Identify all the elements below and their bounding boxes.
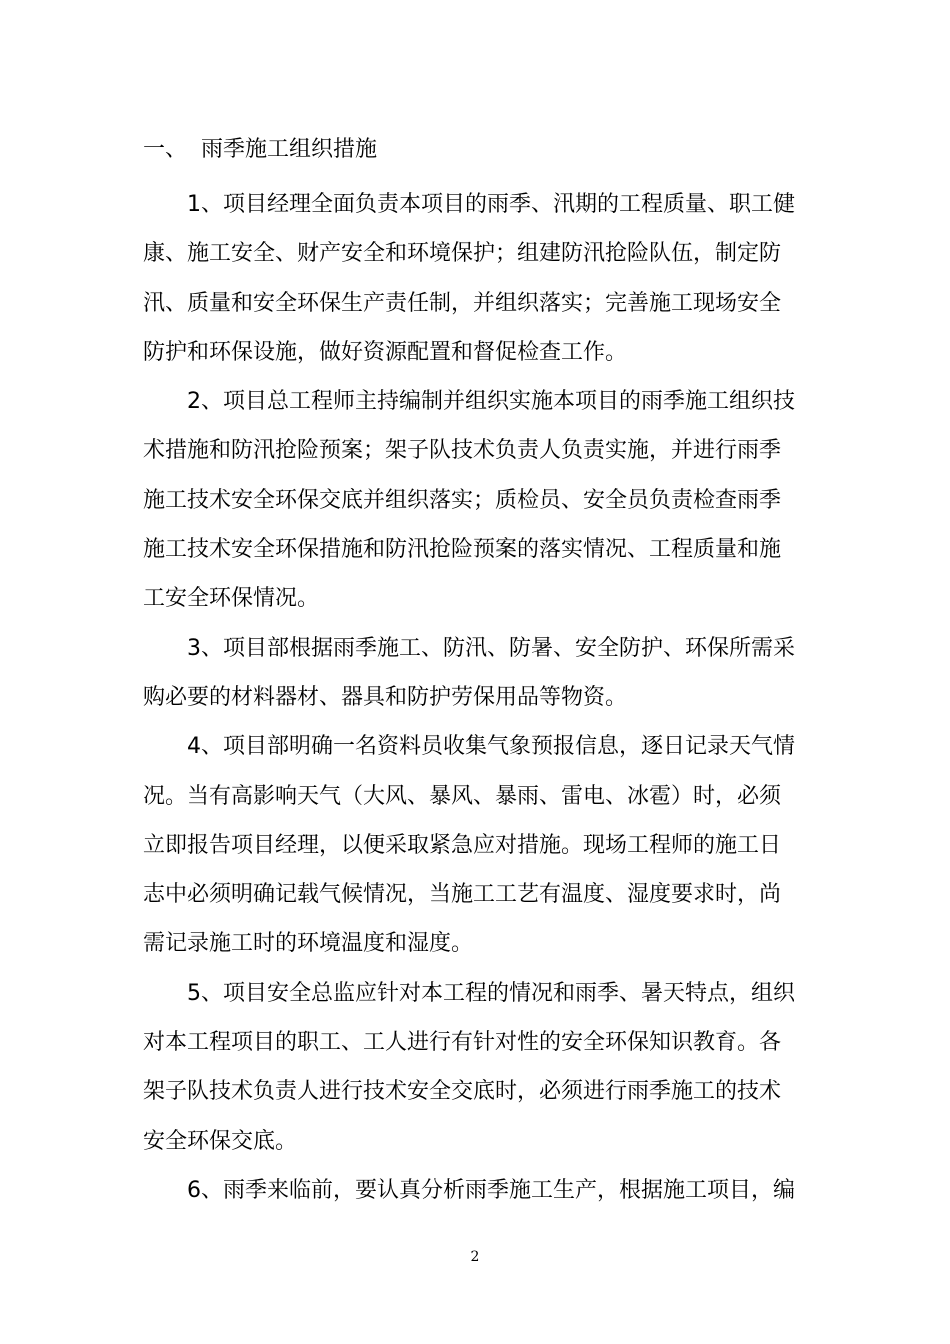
section-number: 一、 (143, 137, 188, 162)
text-line: 对本工程项目的职工、工人进行有针对性的安全环保知识教育。各 (143, 1030, 782, 1056)
paragraph-5 (143, 969, 813, 1166)
text-line: 安全环保交底。 (143, 1128, 298, 1154)
body-text (143, 180, 813, 1215)
paragraph-4 (143, 722, 813, 968)
text-line: 3、项目部根据雨季施工、防汛、防暑、安全防护、环保所需采 (187, 635, 795, 661)
text-line: 施工技术安全环保交底并组织落实；质检员、安全员负责检查雨季 (143, 487, 782, 513)
paragraph-3 (143, 624, 813, 723)
text-line: 立即报告项目经理，以便采取紧急应对措施。现场工程师的施工日 (143, 832, 782, 858)
text-line: 架子队技术负责人进行技术安全交底时，必须进行雨季施工的技术 (143, 1079, 782, 1105)
text-line: 汛、质量和安全环保生产责任制，并组织落实；完善施工现场安全 (143, 290, 782, 316)
text-line: 5、项目安全总监应针对本工程的情况和雨季、暑天特点，组织 (187, 980, 795, 1006)
text-line: 康、施工安全、财产安全和环境保护；组建防汛抢险队伍，制定防 (143, 241, 782, 267)
section-heading (143, 134, 377, 166)
text-line: 购必要的材料器材、器具和防护劳保用品等物资。 (143, 684, 628, 710)
paragraph-1 (143, 180, 813, 377)
text-line: 1、项目经理全面负责本项目的雨季、汛期的工程质量、职工健 (187, 192, 795, 217)
text-line: 2、项目总工程师主持编制并组织实施本项目的雨季施工组织技 (187, 389, 795, 415)
paragraph-2 (143, 377, 813, 623)
text-line: 防护和环保设施，做好资源配置和督促检查工作。 (143, 339, 628, 365)
text-line: 况。当有高影响天气（大风、暴风、暴雨、雷电、冰雹）时，必须 (143, 783, 782, 809)
text-line: 工安全环保情况。 (143, 586, 320, 612)
paragraph-6 (143, 1166, 813, 1215)
text-line: 需记录施工时的环境温度和湿度。 (143, 931, 474, 957)
text-line: 4、项目部明确一名资料员收集气象预报信息，逐日记录天气情 (187, 734, 795, 760)
page-number: 2 (470, 1249, 480, 1265)
text-line: 志中必须明确记载气候情况，当施工工艺有温度、湿度要求时，尚 (143, 882, 782, 908)
text-line: 6、雨季来临前，要认真分析雨季施工生产，根据施工项目，编 (187, 1177, 795, 1203)
text-line: 施工技术安全环保措施和防汛抢险预案的落实情况、工程质量和施 (143, 537, 782, 563)
text-line: 术措施和防汛抢险预案；架子队技术负责人负责实施，并进行雨季 (143, 438, 782, 464)
section-title: 雨季施工组织措施 (201, 137, 378, 162)
